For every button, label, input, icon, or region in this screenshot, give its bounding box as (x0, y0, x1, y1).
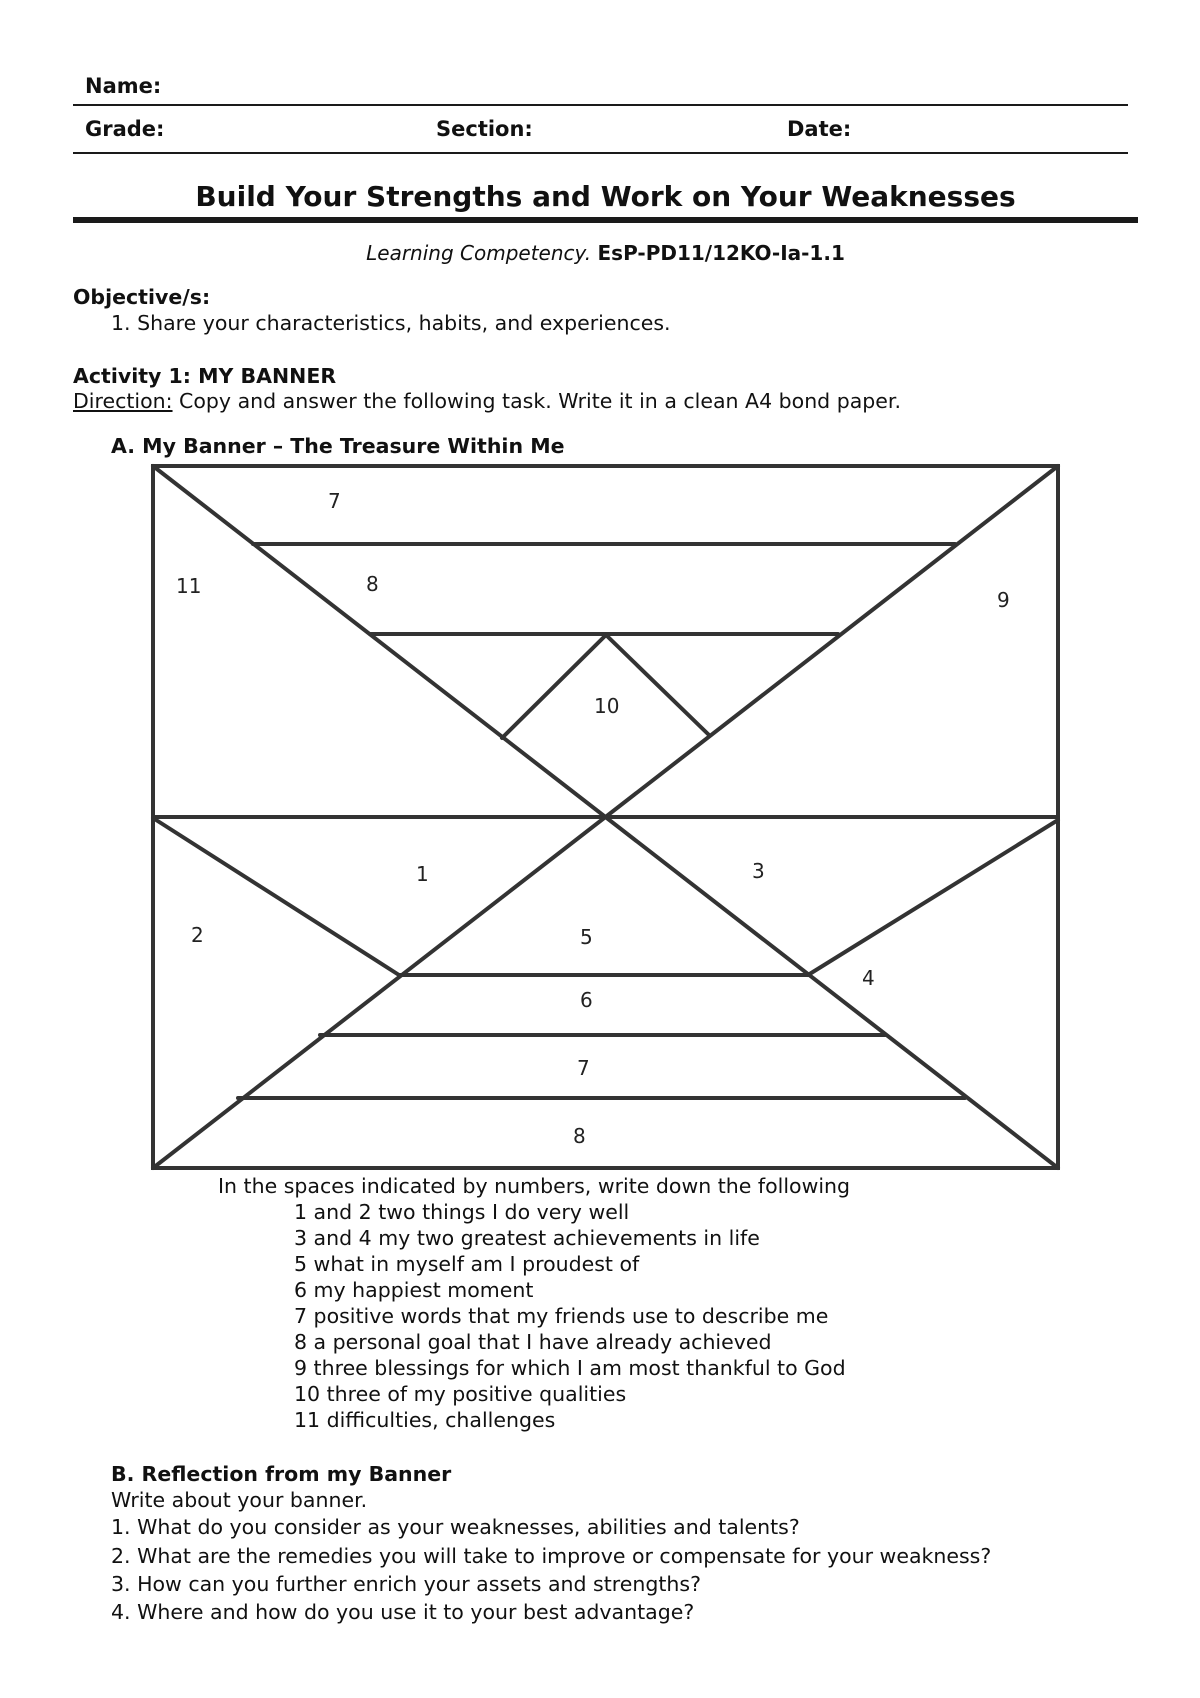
region-label-6: 6 (580, 988, 593, 1012)
region-label-2: 2 (191, 923, 204, 947)
competency-code: EsP-PD11/12KO-Ia-1.1 (597, 241, 845, 265)
reflection-question: 1. What do you consider as your weaknesses, abilities and talents? (111, 1515, 800, 1539)
banner-right-wing (808, 820, 1058, 975)
region-label-5: 5 (580, 925, 593, 949)
region-label-8-bottom: 8 (573, 1124, 586, 1148)
instruction-item: 11 difficulties, challenges (294, 1408, 556, 1432)
instruction-item: 6 my happiest moment (294, 1278, 534, 1302)
name-label: Name: (85, 74, 162, 98)
instruction-item: 10 three of my positive qualities (294, 1382, 627, 1406)
region-label-7-bottom: 7 (577, 1056, 590, 1080)
activity-title: Activity 1: MY BANNER (73, 364, 337, 388)
reflection-question: 2. What are the remedies you will take to improve or compensate for your weakness? (111, 1544, 992, 1568)
region-label-9: 9 (997, 588, 1010, 612)
section-label: Section: (436, 117, 533, 141)
instruction-item: 8 a personal goal that I have already achieved (294, 1330, 772, 1354)
instruction-item: 1 and 2 two things I do very well (294, 1200, 630, 1224)
banner-heading: A. My Banner – The Treasure Within Me (111, 434, 565, 458)
page-title: Build Your Strengths and Work on Your Weaknesses (195, 180, 1016, 213)
reflection-question: 4. Where and how do you use it to your best advantage? (111, 1600, 695, 1624)
instruction-item: 5 what in myself am I proudest of (294, 1252, 640, 1276)
instruction-item: 7 positive words that my friends use to describe me (294, 1304, 829, 1328)
region-label-1: 1 (416, 862, 429, 886)
reflection-intro: Write about your banner. (111, 1488, 368, 1512)
instruction-item: 3 and 4 my two greatest achievements in life (294, 1226, 760, 1250)
direction-label: Direction: (73, 389, 173, 413)
instructions-intro: In the spaces indicated by numbers, write down the following (218, 1174, 851, 1198)
grade-label: Grade: (85, 117, 165, 141)
region-label-8-top: 8 (366, 572, 379, 596)
region-label-7-top: 7 (328, 489, 341, 513)
region-label-3: 3 (752, 859, 765, 883)
reflection-question: 3. How can you further enrich your assets and strengths? (111, 1572, 701, 1596)
banner-left-wing (153, 818, 399, 975)
region-label-4: 4 (862, 966, 875, 990)
competency-label: Learning Competency. (366, 241, 592, 265)
date-label: Date: (787, 117, 852, 141)
reflection-heading: B. Reflection from my Banner (111, 1462, 452, 1486)
objective-item: 1. Share your characteristics, habits, and experiences. (111, 311, 671, 335)
instruction-item: 9 three blessings for which I am most thankful to God (294, 1356, 846, 1380)
region-label-11: 11 (176, 574, 202, 598)
direction-text: Copy and answer the following task. Write it in a clean A4 bond paper. (172, 389, 901, 413)
region-label-10: 10 (594, 694, 620, 718)
objectives-heading: Objective/s: (73, 285, 211, 309)
banner-center-chevron (502, 635, 709, 738)
